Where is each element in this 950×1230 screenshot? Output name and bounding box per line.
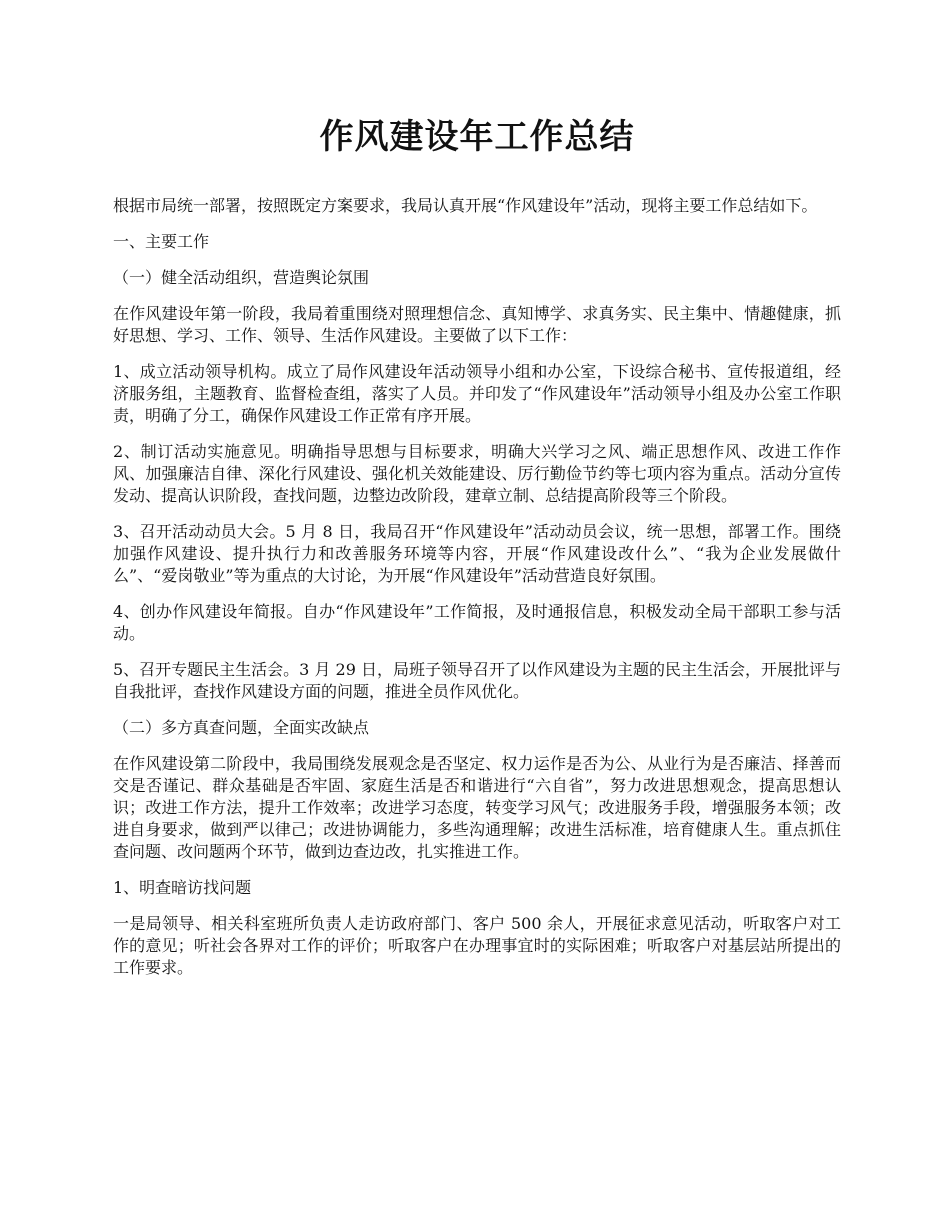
body-paragraph: 一是局领导、相关科室班所负责人走访政府部门、客户 500 余人，开展征求意见活动，听取客户对工作的意见；听社会各界对工作的评价；听取客户在办理事宜时的实际困难；听取客户对基层站所提出的工作要求。 <box>113 914 841 977</box>
body-paragraph: 在作风建设第二阶段中，我局围绕发展观念是否坚定、权力运作是否为公、从业行为是否廉洁、择善而交是否谨记、群众基础是否牢固、家庭生活是否和谐进行“六自省”，努力改进思想观念，提高思想认识；改进工作方法，提升工作效率；改进学习态度，转变学习风气；改进服务手段，增强服务本领；改进自身要求，做到严以律己；改进协调能力，多些沟通理解；改进生活标准，培育健康人生。重点抓住查问题、改问题两个环节，做到边查边改，扎实推进工作。 <box>113 754 841 861</box>
document-title: 作风建设年工作总结 <box>319 117 635 157</box>
list-item-5: 5、召开专题民主生活会。3 月 29 日，局班子领导召开了以作风建设为主题的民主生活会，开展批评与自我批评，查找作风建设方面的问题，推进全员作风优化。 <box>113 660 841 701</box>
intro-paragraph: 根据市局统一部署，按照既定方案要求，我局认真开展“作风建设年”活动，现将主要工作总结如下。 <box>113 196 818 215</box>
list-item-4: 4、创办作风建设年简报。自办“作风建设年”工作简报，及时通报信息，积极发动全局干部职工参与活动。 <box>113 602 841 643</box>
body-paragraph: 在作风建设年第一阶段，我局着重围绕对照理想信念、真知博学、求真务实、民主集中、情趣健康，抓好思想、学习、工作、领导、生活作风建设。主要做了以下工作： <box>113 304 841 345</box>
subsection-heading-1: （一）健全活动组织，营造舆论氛围 <box>113 268 370 287</box>
list-item-2: 2、制订活动实施意见。明确指导思想与目标要求，明确大兴学习之风、端正思想作风、改进工作作风、加强廉洁自律、深化行风建设、强化机关效能建设、厉行勤俭节约等七项内容为重点。活动分宣传发动、提高认识阶段，查找问题，边整边改阶段，建章立制、总结提高阶段等三个阶段。 <box>113 442 841 505</box>
list-item-heading: 1、明查暗访找问题 <box>113 878 252 897</box>
subsection-heading-2: （二）多方真查问题，全面实改缺点 <box>113 718 370 737</box>
list-item-1: 1、成立活动领导机构。成立了局作风建设年活动领导小组和办公室，下设综合秘书、宣传报道组，经济服务组，主题教育、监督检查组，落实了人员。并印发了“作风建设年”活动领导小组及办公室工作职责，明确了分工，确保作风建设工作正常有序开展。 <box>113 362 841 425</box>
list-item-3: 3、召开活动动员大会。5 月 8 日，我局召开“作风建设年”活动动员会议，统一思想，部署工作。围绕加强作风建设、提升执行力和改善服务环境等内容，开展“作风建设改什么”、“我为企业发展做什么”、“爱岗敬业”等为重点的大讨论，为开展“作风建设年”活动营造良好氛围。 <box>113 522 841 585</box>
document-page <box>113 108 841 993</box>
section-heading-main-work: 一、主要工作 <box>113 232 210 251</box>
